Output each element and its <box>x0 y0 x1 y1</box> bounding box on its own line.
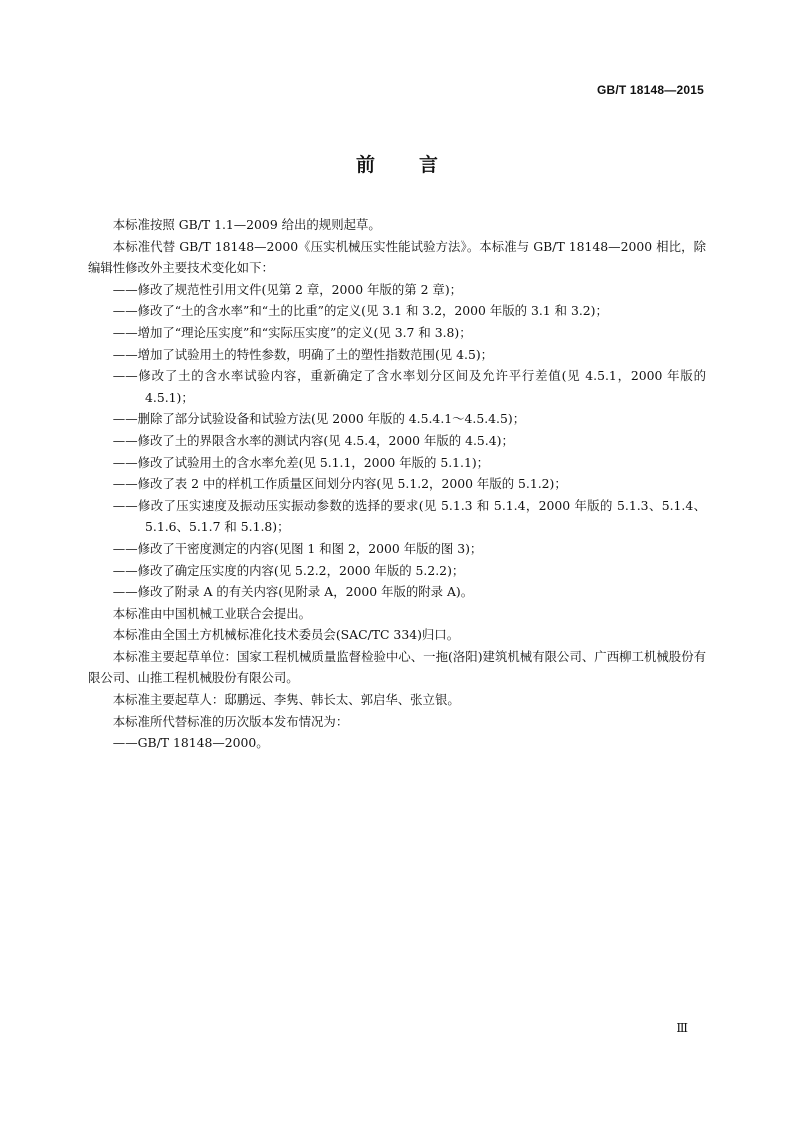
change-item: ——增加了“理论压实度”和“实际压实度”的定义(见 3.7 和 3.8)； <box>112 324 472 340</box>
foreword-body <box>88 214 706 754</box>
page-title: 前言 <box>355 154 482 176</box>
standard-code: GB/T 18148—2015 <box>596 83 704 97</box>
change-item: ——修改了规范性引用文件(见第 2 章，2000 年版的第 2 章)； <box>112 281 463 297</box>
change-item: ——修改了确定压实度的内容(见 5.2.2，2000 年版的 5.2.2)； <box>112 562 465 578</box>
change-item: ——修改了“土的含水率”和“土的比重”的定义(见 3.1 和 3.2，2000 年版的 3.1 和 3.2)； <box>112 303 608 319</box>
change-item: ——修改了土的界限含水率的测试内容(见 4.5.4，2000 年版的 4.5.4)； <box>112 432 514 448</box>
outro-paragraph: 本标准主要起草人：邸鹏远、李隽、韩长太、郭启华、张立银。 <box>112 692 460 708</box>
change-item: ——修改了土的含水率试验内容，重新确定了含水率划分区间及允许平行差值(见 4.5.1，2000 年版的 4.5.1)； <box>112 368 706 405</box>
change-item: ——删除了部分试验设备和试验方法(见 2000 年版的 4.5.4.1～4.5.4.5)； <box>112 411 526 427</box>
page-number: Ⅲ <box>676 1021 688 1035</box>
change-item: ——增加了试验用土的特性参数，明确了土的塑性指数范围(见 4.5)； <box>112 346 494 362</box>
outro-paragraph: 本标准所代替标准的历次版本发布情况为： <box>112 713 349 729</box>
change-item: ——修改了附录 A 的有关内容(见附录 A，2000 年版的附录 A)。 <box>112 584 474 600</box>
change-item: ——修改了表 2 中的样机工作质量区间划分内容(见 5.1.2，2000 年版的 5.1.2)； <box>112 476 567 492</box>
change-item: ——修改了干密度测定的内容(见图 1 和图 2，2000 年版的图 3)； <box>112 540 483 556</box>
change-item: ——修改了试验用土的含水率允差(见 5.1.1，2000 年版的 5.1.1)； <box>112 454 490 470</box>
previous-edition-item: ——GB/T 18148—2000。 <box>112 735 269 751</box>
outro-paragraph: 本标准由全国土方机械标准化技术委员会(SAC/TC 334)归口。 <box>112 627 460 643</box>
intro-paragraph: 本标准按照 GB/T 1.1—2009 给出的规则起草。 <box>112 217 381 232</box>
outro-paragraph: 本标准主要起草单位：国家工程机械质量监督检验中心、一拖(洛阳)建筑机械有限公司、广西柳工机械股份有限公司、山推工程机械股份有限公司。 <box>88 648 706 686</box>
intro-paragraph: 本标准代替 GB/T 18148—2000《压实机械压实性能试验方法》。本标准与 GB/T 18148—2000 相比，除编辑性修改外主要技术变化如下： <box>88 238 706 276</box>
outro-paragraph: 本标准由中国机械工业联合会提出。 <box>112 605 312 621</box>
change-item: ——修改了压实速度及振动压实振动参数的选择的要求(见 5.1.3 和 5.1.4，2000 年版的 5.1.3、5.1.4、5.1.6、5.1.7 和 5.1.8)； <box>112 497 706 535</box>
